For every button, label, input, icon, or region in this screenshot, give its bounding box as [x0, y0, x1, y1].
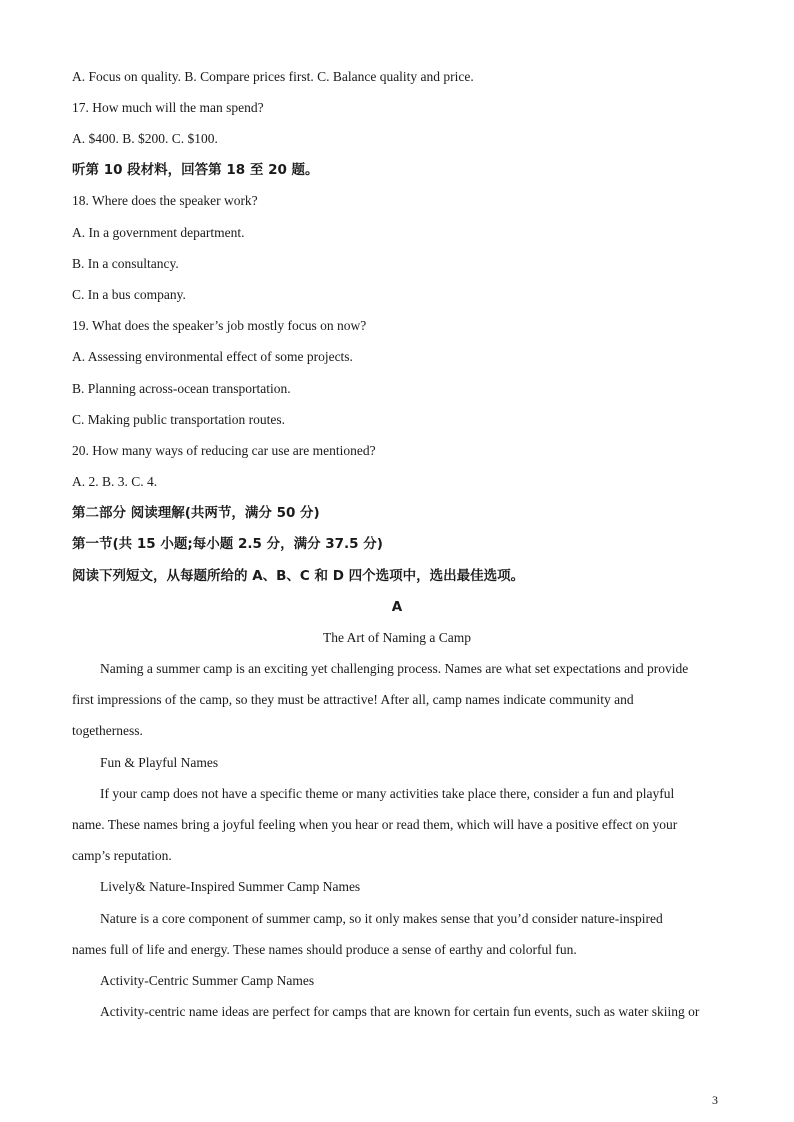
paragraph-line: Nature is a core component of summer camp, so it only makes sense that you’d consider nature-inspired	[100, 911, 663, 926]
q18-option-c: C. In a bus company.	[72, 287, 186, 302]
paragraph-line: If your camp does not have a specific theme or many activities take place there, consider a fun and playful	[100, 786, 675, 801]
section-one-heading: 第一节(共 15 小题;每小题 2.5 分，满分 37.5 分)	[72, 536, 383, 552]
paragraph-line: togetherness.	[72, 723, 143, 738]
passage-title: The Art of Naming a Camp	[322, 630, 472, 645]
q18-option-b: B. In a consultancy.	[72, 256, 179, 271]
reading-instruction: 阅读下列短文，从每题所给的 A、B、C 和 D 四个选项中，选出最佳选项。	[72, 568, 525, 584]
q16-options: A. Focus on quality. B. Compare prices first. C. Balance quality and price.	[72, 69, 474, 84]
q19-stem: 19. What does the speaker’s job mostly focus on now?	[72, 318, 367, 333]
passage-label: A	[391, 599, 403, 615]
q19-option-a: A. Assessing environmental effect of some projects.	[72, 349, 353, 364]
part-two-heading: 第二部分 阅读理解(共两节，满分 50 分)	[72, 505, 320, 521]
paragraph-line: Activity-centric name ideas are perfect for camps that are known for certain fun events, such as water skiing or	[100, 1004, 700, 1019]
q17-stem: 17. How much will the man spend?	[72, 100, 264, 115]
q18-option-a: A. In a government department.	[72, 225, 245, 240]
paragraph-line: first impressions of the camp, so they must be attractive! After all, camp names indicate community and	[72, 692, 634, 707]
q17-options: A. $400. B. $200. C. $100.	[72, 131, 218, 146]
subheading-nature-inspired: Lively& Nature-Inspired Summer Camp Names	[100, 879, 361, 894]
paragraph-line: name. These names bring a joyful feeling when you hear or read them, which will have a positive effect on your	[72, 817, 678, 832]
q20-stem: 20. How many ways of reducing car use are mentioned?	[72, 443, 376, 458]
page-number: 3	[712, 1093, 718, 1107]
subheading-activity-centric: Activity-Centric Summer Camp Names	[100, 973, 315, 988]
paragraph-line: camp’s reputation.	[72, 848, 172, 863]
q19-option-b: B. Planning across-ocean transportation.	[72, 381, 291, 396]
q18-stem: 18. Where does the speaker work?	[72, 193, 258, 208]
paragraph-line: Naming a summer camp is an exciting yet challenging process. Names are what set expectations and provide	[100, 661, 689, 676]
subheading-fun-playful: Fun & Playful Names	[100, 755, 219, 770]
section-instruction-10: 听第 10 段材料，回答第 18 至 20 题。	[72, 162, 319, 178]
paragraph-line: names full of life and energy. These names should produce a sense of earthy and colorful fun.	[72, 942, 577, 957]
q19-option-c: C. Making public transportation routes.	[72, 412, 285, 427]
q20-options: A. 2. B. 3. C. 4.	[72, 474, 158, 489]
